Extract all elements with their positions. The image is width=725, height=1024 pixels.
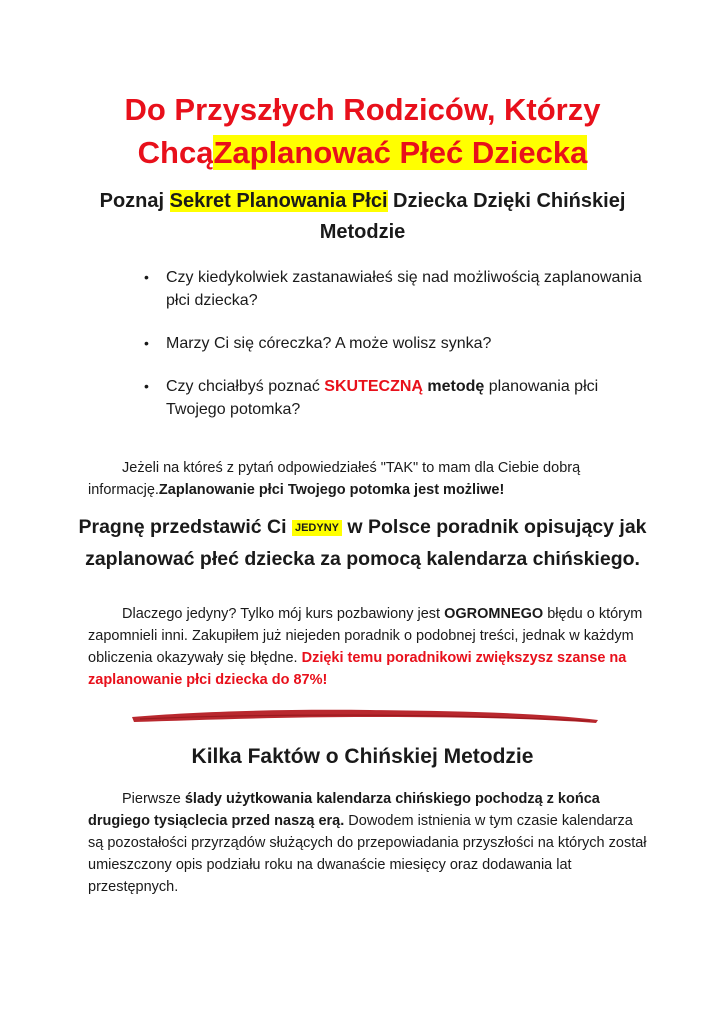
why-prefix: Dlaczego jedyny? Tylko mój kurs pozbawiony jest xyxy=(122,606,445,622)
bullet-icon: • xyxy=(144,269,149,285)
subtitle-highlight: Sekret Planowania Płci xyxy=(169,190,388,212)
offer-heading-prefix: Pragnę przedstawić Ci xyxy=(78,516,292,538)
bullet-icon: • xyxy=(144,378,149,394)
list-item-text: Czy kiedykolwiek zastanawiałeś się nad możliwością zaplanowania płci dziecka? xyxy=(166,269,642,309)
jedyny-tag: JEDYNY xyxy=(292,520,342,536)
why-bold: OGROMNEGO xyxy=(444,606,544,622)
page-title xyxy=(60,88,665,174)
subtitle-prefix: Poznaj xyxy=(99,190,170,212)
subtitle-suffix: Dziecka Dzięki Chińskiej Metodzie xyxy=(319,190,626,243)
why-paragraph xyxy=(88,603,648,691)
list-item xyxy=(136,266,656,312)
title-line-2-prefix: Chcą xyxy=(137,135,214,170)
facts-suffix: Dowodem istnienia w tym czasie kalendarza są pozostałości przyrządów służących do przepowiadania przyszłości na których został umieszczony opis podziału roku na dwanaście miesięcy oraz dodawania lat przestępnych. xyxy=(88,813,647,895)
list-item xyxy=(136,332,656,355)
why-red: Dzięki temu poradnikowi zwiększysz szanse na zaplanowanie płci dziecka do 87%! xyxy=(88,650,627,688)
offer-heading xyxy=(60,512,665,575)
bullet-icon: • xyxy=(144,335,149,351)
brush-stroke-divider xyxy=(130,703,600,729)
emphasis-red: SKUTECZNĄ xyxy=(324,378,423,395)
intro-paragraph xyxy=(88,457,648,501)
emphasis-bold: metodę xyxy=(427,378,485,395)
question-list xyxy=(136,266,656,441)
offer-heading-suffix: w Polsce poradnik opisujący jak zaplanować płeć dziecka za pomocą kalendarza chińskiego. xyxy=(85,516,647,570)
facts-heading: Kilka Faktów o Chińskiej Metodzie xyxy=(191,745,534,768)
list-item-text-suffix: planowania płci Twojego potomka? xyxy=(166,378,599,418)
facts-paragraph xyxy=(88,788,648,898)
list-item-text-prefix: Czy chciałbyś poznać xyxy=(166,378,325,395)
intro-text: Jeżeli na któreś z pytań odpowiedziałeś "TAK" to mam dla Ciebie dobrą informację. xyxy=(88,460,581,498)
list-item xyxy=(136,375,656,421)
why-middle: błędu o którym zapomnieli inni. Zakupiłem już niejeden poradnik o podobnej treści, jednak w każdym obliczenia okazywały się błędne. xyxy=(88,606,643,666)
list-item-text: Marzy Ci się córeczka? A może wolisz synka? xyxy=(166,335,492,352)
title-line-1: Do Przyszłych Rodziców, Którzy xyxy=(124,92,601,127)
facts-bold: ślady użytkowania kalendarza chińskiego pochodzą z końca drugiego tysiąclecia przed naszą erą. xyxy=(88,791,600,829)
facts-prefix: Pierwsze xyxy=(122,791,185,807)
subtitle xyxy=(60,186,665,248)
intro-bold: Zaplanowanie płci Twojego potomka jest możliwe! xyxy=(158,482,505,498)
title-highlight: Zaplanować Płeć Dziecka xyxy=(213,135,588,170)
